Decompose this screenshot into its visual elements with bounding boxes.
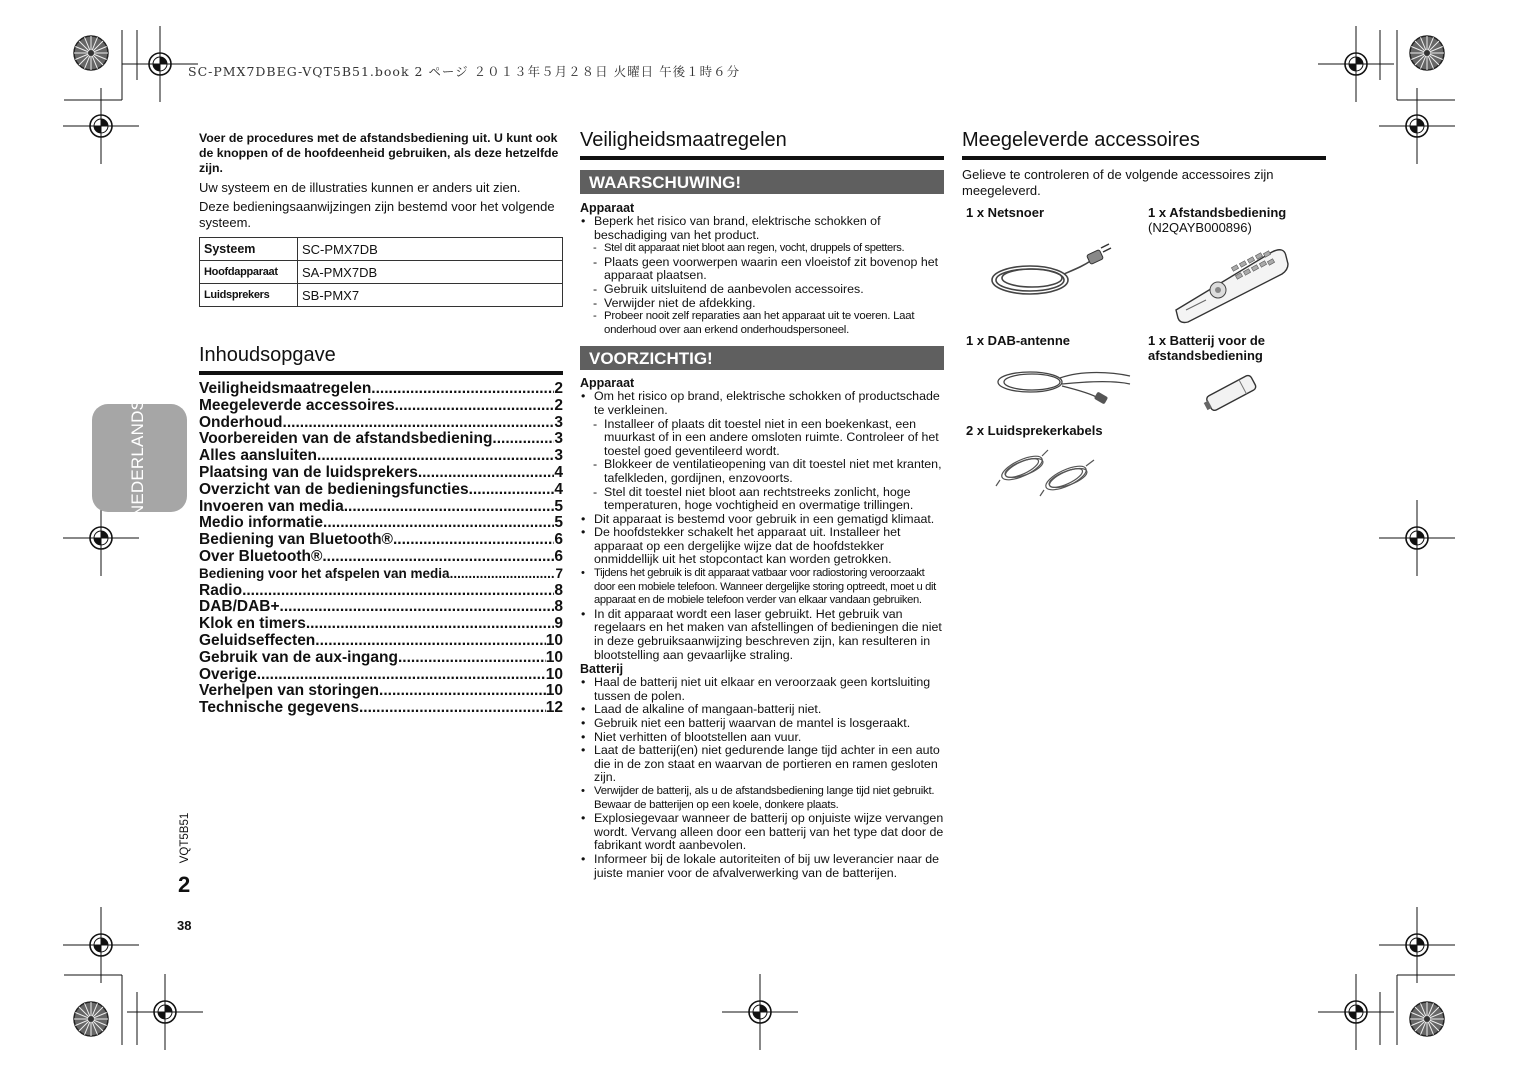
toc-entry[interactable]: DAB/DAB+ ..... 8 xyxy=(199,599,563,616)
caution-subheading: Apparaat xyxy=(580,376,635,391)
toc-entry[interactable]: Bediening voor het afspelen van media ..... 7 xyxy=(199,566,563,583)
system-table xyxy=(199,237,563,307)
list-item: - Stel dit apparaat niet bloot aan regen, vocht, druppels of spetters. xyxy=(580,242,944,256)
toc-entry[interactable]: Geluidseffecten ..... 10 xyxy=(199,633,563,650)
remote-control-illustration xyxy=(1172,244,1292,324)
accessory-battery xyxy=(1148,333,1326,363)
list-item: - Probeer nooit zelf reparaties aan het apparaat uit te voeren. Laat onderhoud over aan erkend onderhoudspersoneel. xyxy=(580,310,944,337)
list-item: • Tijdens het gebruik is dit apparaat vatbaar voor radiostoring veroorzaakt door een mobiele telefoon. Wanneer dergelijke storing optreedt, moet u dit apparaat en de mobiele telefoon verder van elkaar vandaan gebruiken. xyxy=(580,567,944,608)
toc-title: Inhoudsopgave xyxy=(199,343,563,375)
toc-entry[interactable]: Over Bluetooth® ..... 6 xyxy=(199,549,563,566)
page-number: 2 xyxy=(178,872,191,897)
accessory-speaker-cables xyxy=(966,423,1166,438)
accessory-dab-antenna xyxy=(966,333,1136,348)
list-item: • Beperk het risico van brand, elektrische schokken of beschadiging van het product. xyxy=(580,215,944,242)
safety-title: Veiligheidsmaatregelen xyxy=(580,128,944,160)
system-value: SC-PMX7DB xyxy=(298,238,563,261)
list-item: - Blokkeer de ventilatieopening van dit toestel niet met kranten, tafelkleden, gordijnen, enzovoorts. xyxy=(580,458,944,485)
toc-entry[interactable]: Meegeleverde accessoires ..... 2 xyxy=(199,398,563,415)
toc-entry[interactable]: Voorbereiden van de afstandsbediening ..... 3 xyxy=(199,431,563,448)
accessory-label: 2 x Luidsprekerkabels xyxy=(966,423,1103,438)
toc-entry[interactable]: Bediening van Bluetooth® ..... 6 xyxy=(199,532,563,549)
table-row xyxy=(200,261,563,284)
toc-entry[interactable]: Plaatsing van de luidsprekers ..... 4 xyxy=(199,465,563,482)
dab-antenna-illustration xyxy=(992,360,1132,410)
list-item: - Plaats geen voorwerpen waarin een vloeistof zit bovenop het apparaat plaatsen. xyxy=(580,256,944,283)
toc-entry[interactable]: Veiligheidsmaatregelen ..... 2 xyxy=(199,381,563,398)
document-code: VQT5B51 xyxy=(179,812,191,864)
warning-banner: WAARSCHUWING! xyxy=(580,170,944,194)
remote-note: Voer de procedures met de afstandsbediening uit. U kunt ook de knoppen of de hoofdeenheid gebruiken, als deze hetzelfde zijn. xyxy=(199,131,559,175)
table-row xyxy=(200,284,563,307)
warning-subheading: Apparaat xyxy=(580,201,635,215)
toc-entry[interactable]: Verhelpen van storingen ..... 10 xyxy=(199,683,563,700)
toc-entry[interactable]: Technische gegevens ..... 12 xyxy=(199,700,563,717)
toc-entry[interactable]: Onderhoud ..... 3 xyxy=(199,415,563,432)
toc-entry[interactable]: Invoeren van media ..... 5 xyxy=(199,499,563,516)
list-item: - Installeer of plaats dit toestel niet in een boekenkast, een muurkast of in een andere omsloten ruimte. Controleer of het toestel goed geventileerd wordt. xyxy=(580,418,944,459)
toc-entry[interactable]: Overige ..... 10 xyxy=(199,667,563,684)
intro-section xyxy=(199,131,563,307)
speakers-value: SB-PMX7 xyxy=(298,284,563,307)
battery-list xyxy=(580,676,944,880)
list-item: • De hoofdstekker schakelt het apparaat uit. Installeer het apparaat op een dergelijke wijze dat de hoofdstekker onmiddellijk uit het stopcontact kan worden getrokken. xyxy=(580,526,944,567)
list-item: • Gebruik niet een batterij waarvan de mantel is losgeraakt. xyxy=(580,717,944,731)
list-item: - Stel dit toestel niet bloot aan rechtstreeks zonlicht, hoge temperaturen, hoge vochtigheid en overmatige trillingen. xyxy=(580,486,944,513)
toc-entry[interactable]: Overzicht van de bedieningsfuncties ..... 4 xyxy=(199,482,563,499)
system-note: Deze bedieningsaanwijzingen zijn bestemd voor het volgende systeem. xyxy=(199,199,555,230)
accessories-intro: Gelieve te controleren of de volgende accessoires zijn meegeleverd. xyxy=(962,167,1274,198)
toc-entry[interactable]: Medio informatie ..... 5 xyxy=(199,515,563,532)
caution-dash-list xyxy=(580,418,944,513)
toc-entry[interactable]: Alles aansluiten ..... 3 xyxy=(199,448,563,465)
battery-illustration xyxy=(1198,370,1268,414)
speaker-cables-illustration xyxy=(994,448,1104,500)
accessory-label: 1 x Afstandsbediening xyxy=(1148,205,1287,220)
table-row xyxy=(200,238,563,261)
list-item: • Dit apparaat is bestemd voor gebruik in een gematigd klimaat. xyxy=(580,513,944,527)
list-item: • Om het risico op brand, elektrische schokken of productschade te verkleinen. xyxy=(580,390,944,417)
toc-entry[interactable]: Klok en timers ..... 9 xyxy=(199,616,563,633)
safety-section xyxy=(580,128,944,880)
toc-entry[interactable]: Radio ..... 8 xyxy=(199,583,563,600)
illustration-note: Uw systeem en de illustraties kunnen er anders uit zien. xyxy=(199,180,521,195)
print-file-header: SC-PMX7DBEG-VQT5B51.book 2 ページ ２０１３年５月２８日 火曜日 午後１時６分 xyxy=(188,64,741,79)
list-item: • Laat de batterij(en) niet gedurende lange tijd achter in een auto die in de zon staat en waarvan de portieren en ramen gesloten zijn. xyxy=(580,744,944,785)
list-item: • In dit apparaat wordt een laser gebruikt. Het gebruik van regelaars en het maken van afstellingen of bedieningen die niet in deze gebruiksaanwijzing beschreven zijn, kan resulteren in blootstelling aan gevaarlijke straling. xyxy=(580,608,944,662)
caution-list-continued xyxy=(580,513,944,663)
caution-list xyxy=(580,390,944,417)
accessory-remote xyxy=(1148,205,1326,235)
table-of-contents xyxy=(199,343,563,717)
list-item: - Gebruik uitsluitend de aanbevolen accessoires. xyxy=(580,283,944,297)
accessory-power-cord xyxy=(966,205,1136,220)
list-item: • Informeer bij de lokale autoriteiten of bij uw leverancier naar de juiste manier voor de afvalverwerking van de batterijen. xyxy=(580,853,944,880)
warning-dash-list xyxy=(580,242,944,337)
list-item: • Haal de batterij niet uit elkaar en veroorzaak geen kortsluiting tussen de polen. xyxy=(580,676,944,703)
system-label: Systeem xyxy=(200,238,298,261)
toc-list xyxy=(199,381,563,717)
main-unit-label: Hoofdapparaat xyxy=(200,261,298,284)
accessory-label: 1 x DAB-antenne xyxy=(966,333,1071,348)
accessory-label: 1 x Batterij voor de afstandsbediening xyxy=(1148,333,1266,363)
list-item: • Niet verhitten of blootstellen aan vuur. xyxy=(580,731,944,745)
accessory-label: 1 x Netsnoer xyxy=(966,205,1045,220)
accessories-title: Meegeleverde accessoires xyxy=(962,128,1326,160)
main-unit-value: SA-PMX7DB xyxy=(298,261,563,284)
toc-entry[interactable]: Gebruik van de aux-ingang ..... 10 xyxy=(199,650,563,667)
warning-list xyxy=(580,215,944,242)
list-item: • Explosiegevaar wanneer de batterij op onjuiste wijze vervangen wordt. Vervang alleen door een batterij van het type dat door de fabrikant wordt aanbevolen. xyxy=(580,812,944,853)
speakers-label: Luidsprekers xyxy=(200,284,298,307)
battery-subheading: Batterij xyxy=(580,662,624,677)
list-item: • Verwijder de batterij, als u de afstandsbediening lange tijd niet gebruikt. Bewaar de batterijen op een koele, donkere plaats. xyxy=(580,785,944,812)
list-item: - Verwijder niet de afdekking. xyxy=(580,297,944,311)
book-page-number: 38 xyxy=(177,918,192,933)
remote-model-number: (N2QAYB000896) xyxy=(1148,220,1252,235)
caution-banner: VOORZICHTIG! xyxy=(580,346,944,370)
power-cord-illustration xyxy=(988,238,1118,300)
list-item: • Laad de alkaline of mangaan-batterij niet. xyxy=(580,703,944,717)
language-tab-label: NEDERLANDS xyxy=(128,398,147,518)
